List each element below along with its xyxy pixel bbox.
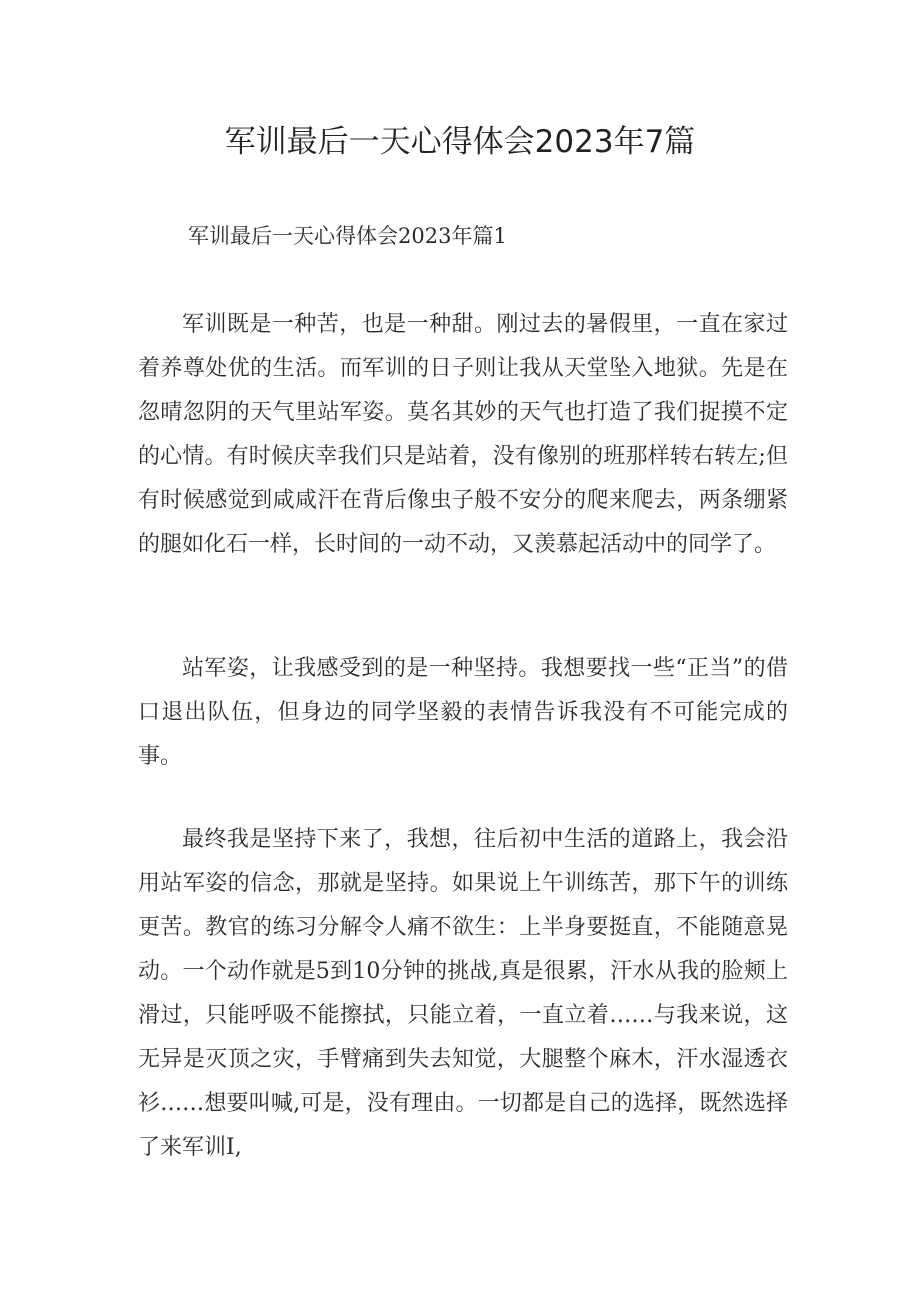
document-title: 军训最后一天心得体会2023年7篇 (224, 124, 696, 160)
section-heading: 军训最后一天心得体会2023年篇1 (188, 224, 507, 248)
paragraph-3: 最终我是坚持下来了，我想，往后初中生活的道路上，我会沿用站军姿的信念，那就是坚持。如果说上午训练苦，那下午的训练更苦。教官的练习分解令人痛不欲生：上半身要挺直，不能随意晃动。一个动作就是5到10分钟的挑战,真是很累，汗水从我的脸颊上滑过，只能呼吸不能擦拭，只能立着，一直立着……与我来说，这无异是灭顶之灾，手臂痛到失去知觉，大腿整个麻木，汗水湿透衣衫……想要叫喊,可是，没有理由。一切都是自己的选择，既然选择了来军训I, (138, 827, 788, 1160)
paragraph-1: 军训既是一种苦，也是一种甜。刚过去的暑假里，一直在家过着养尊处优的生活。而军训的日子则让我从天堂坠入地狱。先是在忽晴忽阴的天气里站军姿。莫名其妙的天气也打造了我们捉摸不定的心情。有时候庆幸我们只是站着，没有像别的班那样转右转左;但有时候感觉到咸咸汗在背后像虫子般不安分的爬来爬去，两条绷紧的腿如化石一样，长时间的一动不动，又羡慕起活动中的同学了。 (138, 312, 788, 557)
paragraph-2: 站军姿，让我感受到的是一种坚持。我想要找一些“正当”的借口退出队伍，但身边的同学坚毅的表情告诉我没有不可能完成的事。 (138, 656, 788, 769)
